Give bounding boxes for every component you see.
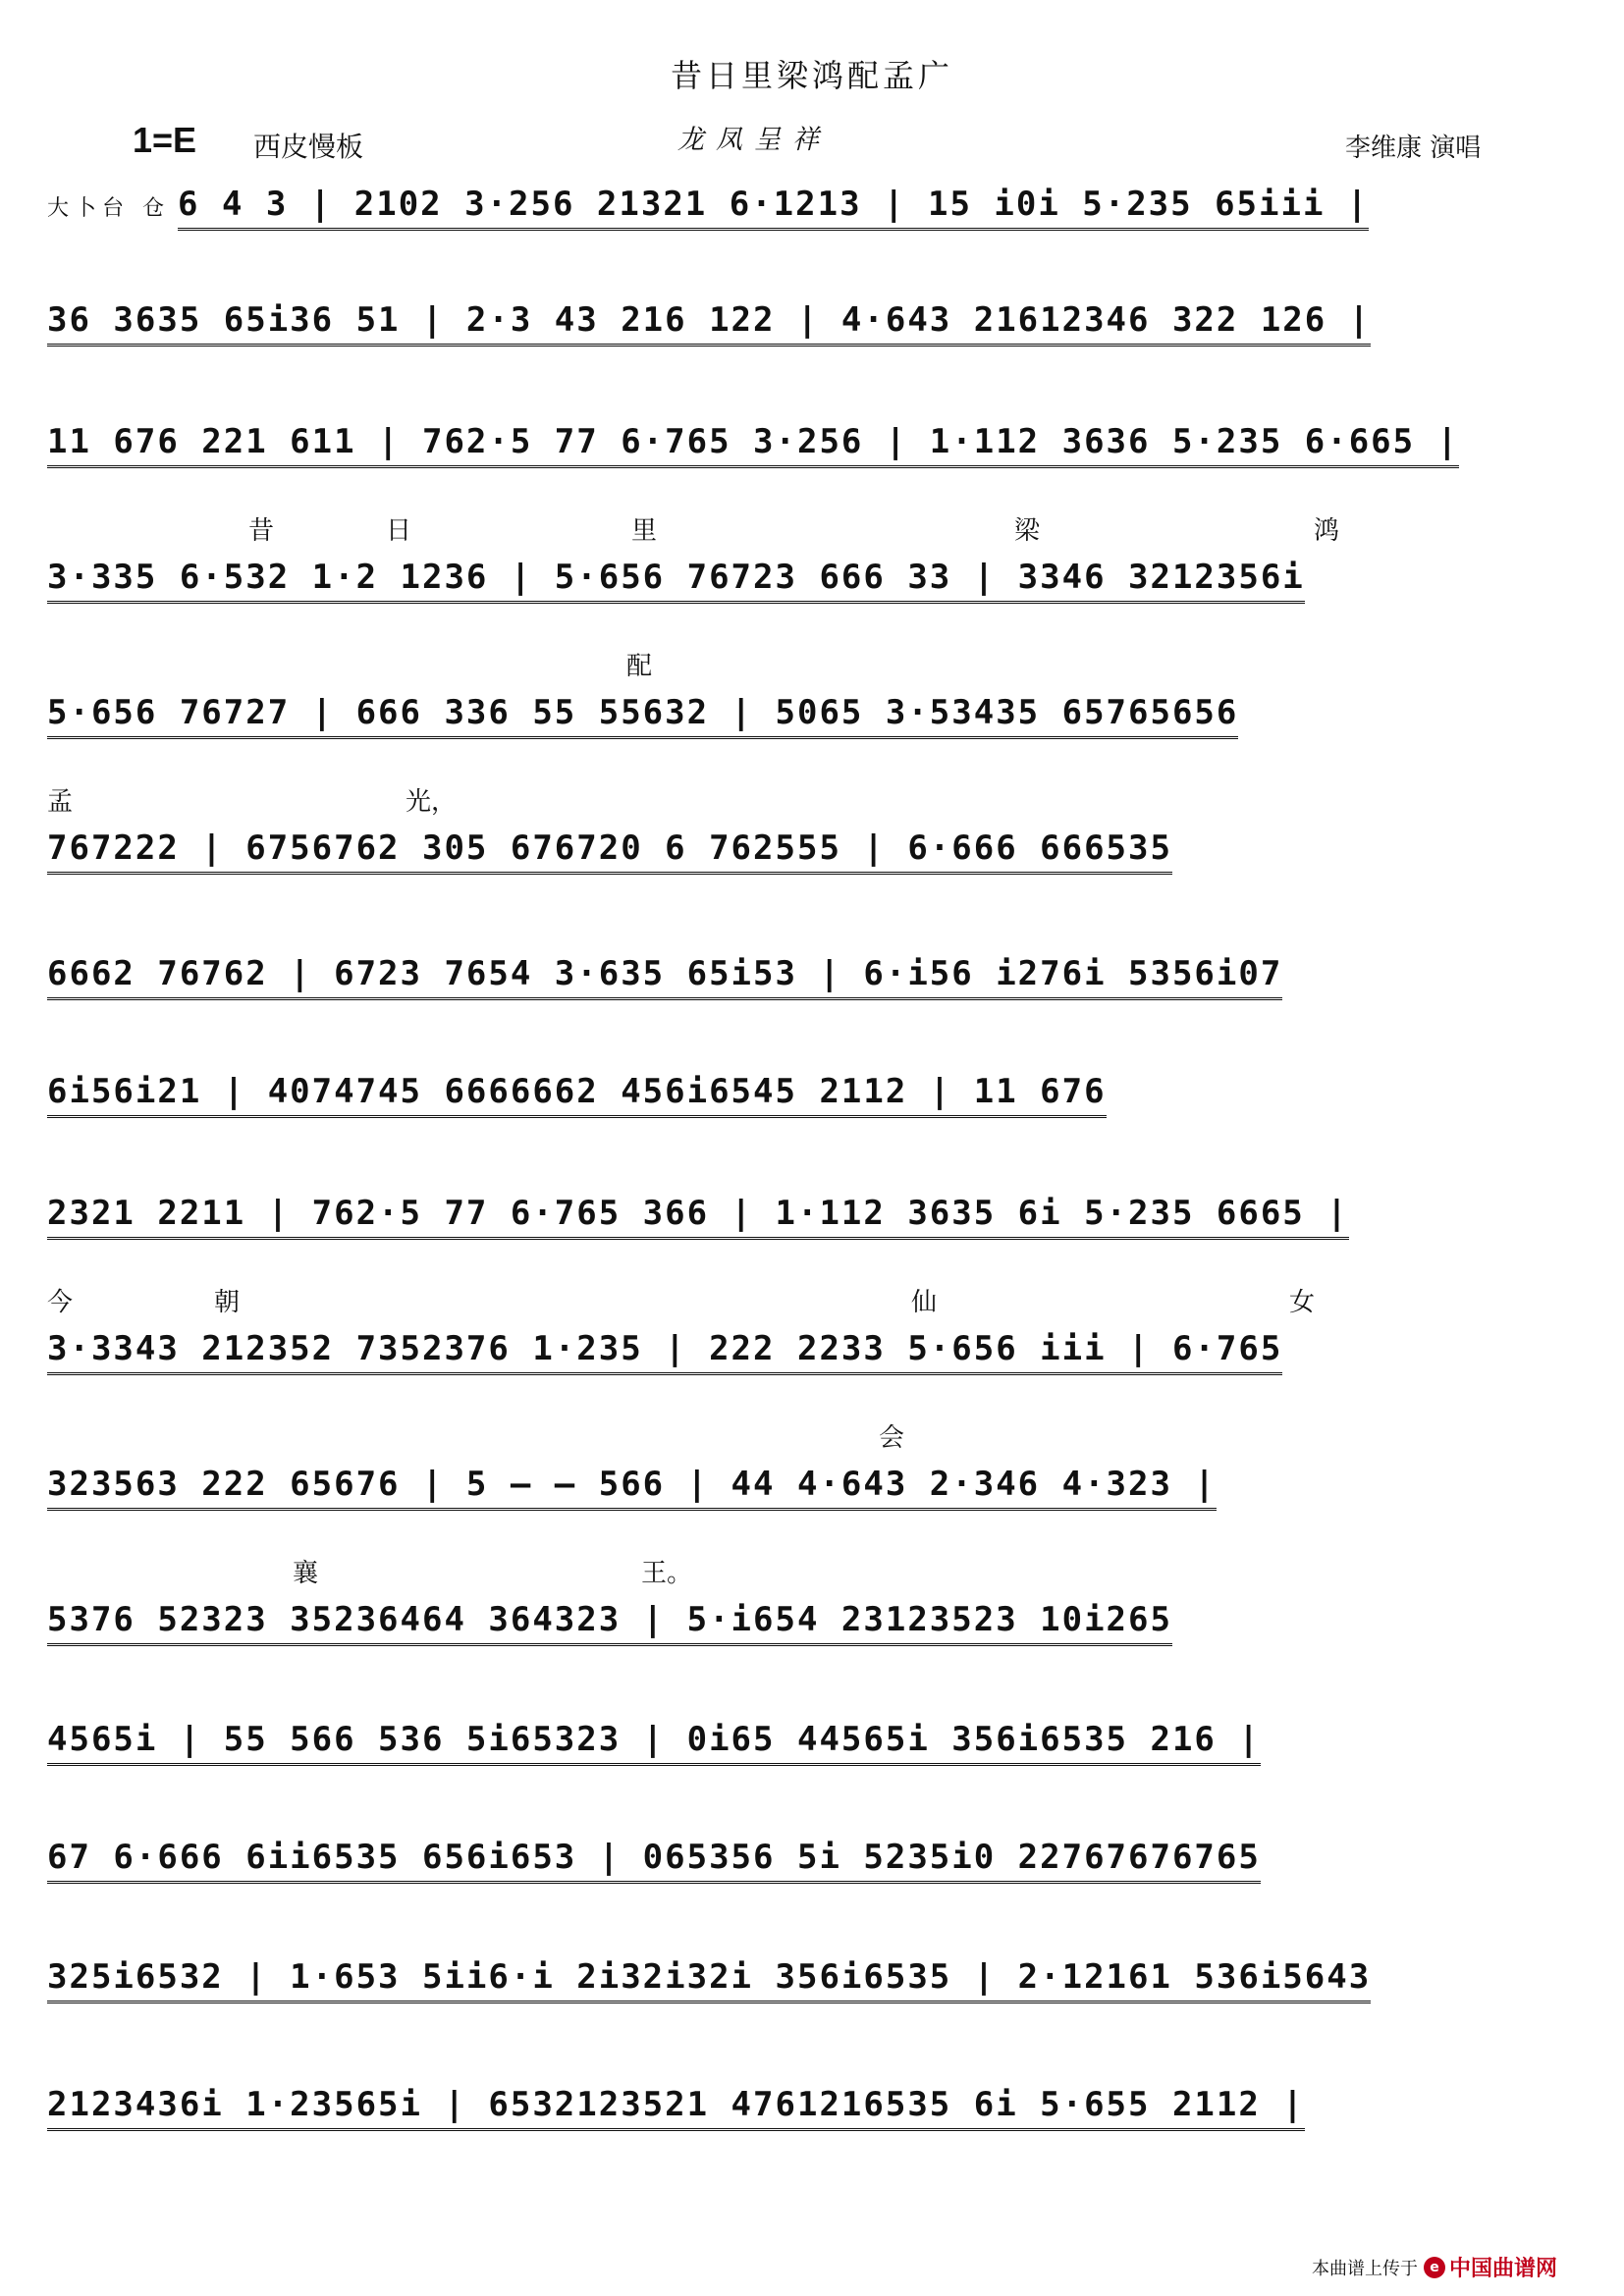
score-line	[47, 1957, 1579, 2016]
notation: 3·3343 212352 7352376 1·235 | 222 2233 5·656 iii | 6·765	[47, 1329, 1282, 1375]
lyric-char: 朝	[214, 1288, 241, 1317]
footer	[1312, 2252, 1557, 2282]
lyric-char: 鸿	[1314, 516, 1340, 546]
lyric-line	[47, 646, 1579, 681]
score-line	[47, 1600, 1579, 1659]
lyric-char: 女	[1289, 1288, 1316, 1317]
lyric-char: 梁	[1014, 516, 1041, 546]
score-line	[47, 1194, 1579, 1253]
score-line	[47, 300, 1579, 359]
lyric-line	[47, 1553, 1579, 1588]
lyric-char: 仙	[911, 1288, 938, 1317]
notation: 3·335 6·532 1·2 1236 | 5·656 76723 666 33 | 3346 3212356i	[47, 558, 1305, 604]
score-line	[47, 693, 1579, 752]
notation: 6662 76762 | 6723 7654 3·635 65i53 | 6·i56 i276i 5356i07	[47, 954, 1282, 1000]
score-line	[47, 2085, 1579, 2144]
lyric-line	[47, 510, 1579, 546]
notation: 4565i | 55 566 536 5i65323 | 0i65 44565i 356i6535 216 |	[47, 1720, 1261, 1766]
score-line	[47, 185, 1579, 243]
upload-text: 本曲谱上传于	[1312, 2258, 1418, 2279]
notation: 325i6532 | 1·653 5ii6·i 2i32i32i 356i6535 | 2·12161 536i5643	[47, 1957, 1371, 2003]
site-logo-icon: e	[1424, 2257, 1445, 2278]
lyric-line	[47, 781, 1579, 817]
notation: 11 676 221 611 | 762·5 77 6·765 3·256 | 1·112 3636 5·235 6·665 |	[47, 422, 1459, 468]
intro-label: 大卜台 仓	[47, 196, 170, 221]
sheet-title: 昔日里梁鸿配孟广	[670, 57, 953, 94]
score-line	[47, 828, 1579, 887]
notation: 36 3635 65i36 51 | 2·3 43 216 122 | 4·643 21612346 322 126 |	[47, 300, 1371, 347]
notation: 5376 52323 35236464 364323 | 5·i654 23123523 10i265	[47, 1600, 1172, 1646]
tempo-marking: 西皮慢板	[253, 131, 364, 163]
performer-credit: 李维康 演唱	[1345, 133, 1482, 163]
lyric-char: 里	[631, 516, 658, 546]
notation: 6i56i21 | 4074745 6666662 456i6545 2112 | 11 676	[47, 1072, 1107, 1118]
lyric-char: 今	[47, 1288, 74, 1317]
lyric-char: 日	[386, 516, 412, 546]
lyric-char: 光，	[406, 787, 458, 817]
score-line	[47, 1838, 1579, 1896]
score-line	[47, 1465, 1579, 1523]
key-signature: 1=E	[133, 120, 197, 160]
notation: 2321 2211 | 762·5 77 6·765 366 | 1·112 3635 6i 5·235 6665 |	[47, 1194, 1349, 1240]
lyric-line	[47, 1417, 1579, 1453]
score-line	[47, 558, 1579, 616]
notation: 67 6·666 6ii6535 656i653 | 065356 5i 5235i0 22767676765	[47, 1838, 1261, 1884]
lyric-char: 昔	[248, 516, 275, 546]
score-line	[47, 1720, 1579, 1779]
site-name: 中国曲谱网	[1449, 2257, 1558, 2281]
notation: 323563 222 65676 | 5 – – 566 | 44 4·643 2·346 4·323 |	[47, 1465, 1217, 1511]
lyric-char: 襄	[293, 1559, 319, 1588]
score-line	[47, 422, 1579, 481]
notation: 767222 | 6756762 305 676720 6 762555 | 6·666 666535	[47, 828, 1172, 875]
subtitle: 龙凤呈祥	[677, 125, 831, 155]
lyric-char: 配	[626, 652, 653, 681]
score-line	[47, 954, 1579, 1013]
notation: 2123436i 1·23565i | 6532123521 4761216535 6i 5·655 2112 |	[47, 2085, 1305, 2131]
notation: 5·656 76727 | 666 336 55 55632 | 5065 3·53435 65765656	[47, 693, 1238, 739]
score-line	[47, 1329, 1579, 1388]
notation: 6 4 3 | 2102 3·256 21321 6·1213 | 15 i0i 5·235 65iii |	[178, 185, 1369, 231]
lyric-char: 王。	[641, 1559, 693, 1588]
lyric-line	[47, 1282, 1579, 1317]
lyric-char: 孟	[47, 787, 74, 817]
site-logo	[1424, 2252, 1557, 2282]
score-line	[47, 1072, 1579, 1131]
lyric-char: 会	[879, 1423, 905, 1453]
